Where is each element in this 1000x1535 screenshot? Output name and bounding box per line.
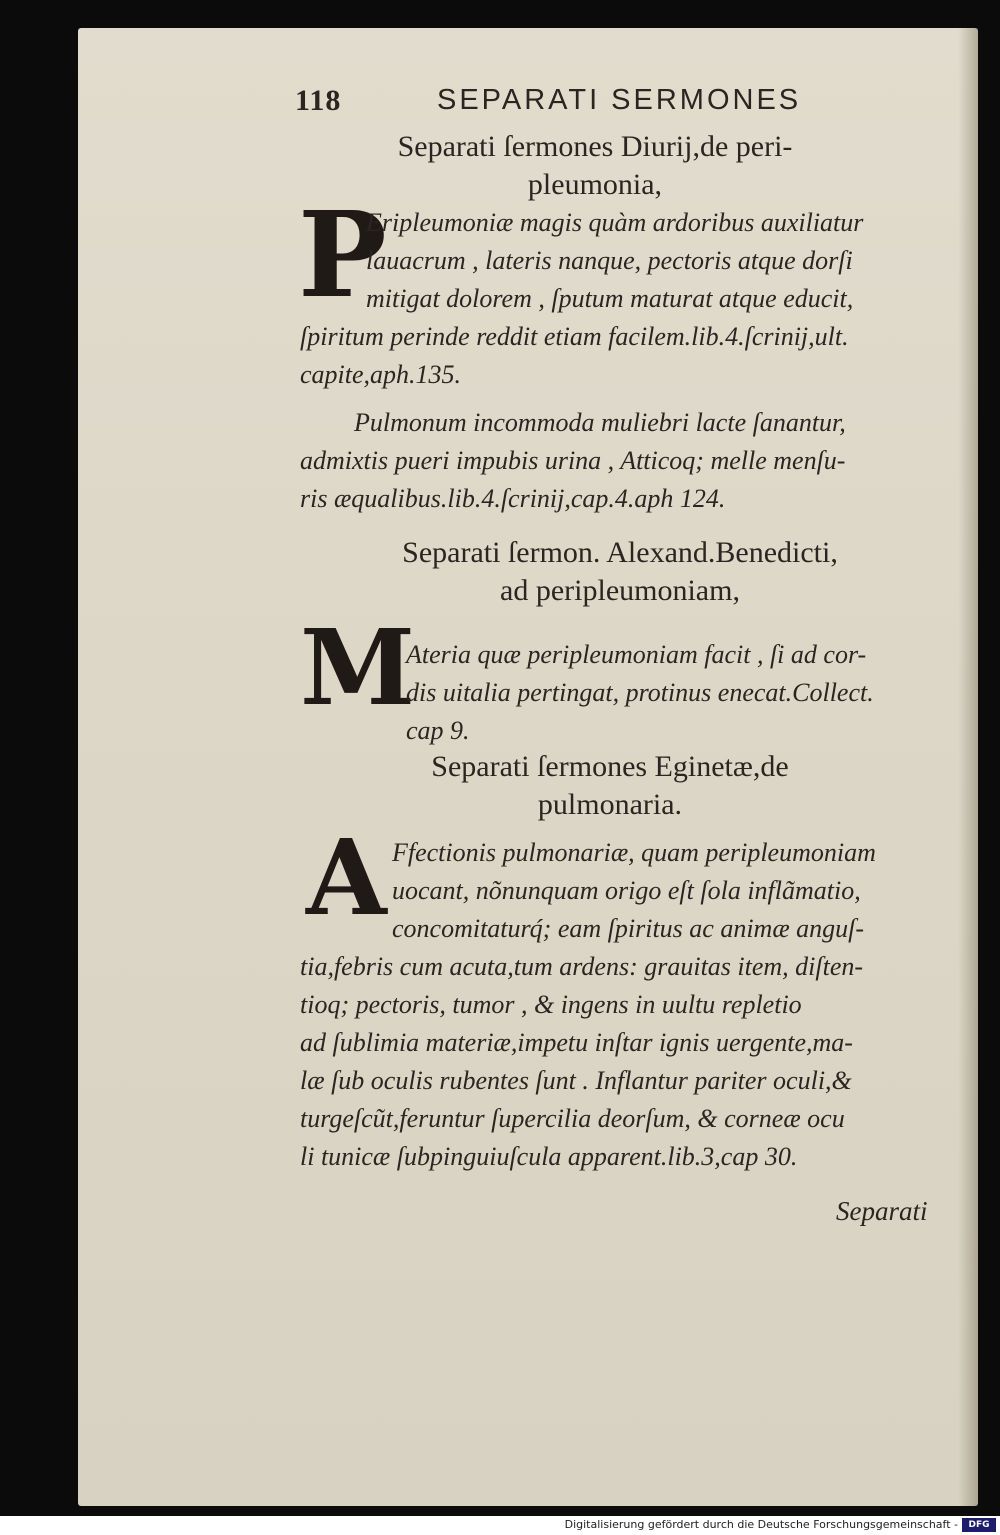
text-line: lauacrum , lateris nanque, pectoris atque dorſi [366, 246, 853, 275]
footer-credit: Digitalisierung gefördert durch die Deutsche Forschungsgemeinschaft - [564, 1518, 958, 1531]
paragraph-materia [300, 636, 950, 750]
running-title: SEPARATI SERMONES [437, 84, 802, 116]
catchword: Separati [836, 1196, 928, 1226]
dropcap-a: A [306, 816, 387, 939]
dfg-logo-icon: DFG [962, 1518, 996, 1532]
dropcap-p: P [298, 185, 387, 324]
paragraph-affectionis [300, 834, 950, 1176]
text-line: li tunicæ ſubpinguiuſcula apparent.lib.3,cap 30. [300, 1142, 798, 1171]
text-line: Eripleumoniæ magis quàm ardoribus auxiliatur [366, 208, 864, 237]
text-line: turgeſcũt,feruntur ſupercilia deorſum, & corneæ ocu [300, 1104, 845, 1133]
heading-line: pleumonia, [527, 168, 663, 201]
page-number: 118 [295, 84, 342, 117]
section-heading-eginetae [330, 748, 890, 824]
text-line: tia,febris cum acuta,tum ardens: grauitas item, diſten- [300, 952, 864, 981]
section-heading-benedicti [300, 534, 940, 610]
text-line: Pulmonum incommoda muliebri lacte ſanantur, [354, 408, 846, 437]
paragraph-pulmonum [300, 404, 950, 518]
heading-line: ad peripleumoniam, [500, 574, 740, 607]
text-line: ſpiritum perinde reddit etiam facilem.lib.4.ſcrinij,ult. [300, 322, 849, 351]
heading-line: Separati ſermon. Alexand.Benedicti, [402, 536, 838, 569]
footer-bar [0, 1516, 1000, 1535]
text-line: dis uitalia pertingat, protinus enecat.Collect. [406, 678, 874, 707]
text-line: Ffectionis pulmonariæ, quam peripleumoniam [392, 838, 876, 867]
heading-line: pulmonaria. [537, 788, 683, 821]
text-line: cap 9. [406, 716, 470, 745]
text-line: uocant, nõnunquam origo eſt ſola inflãmatio, [392, 876, 861, 905]
running-head [295, 84, 855, 124]
heading-line: Separati ſermones Eginetæ,de [431, 750, 789, 783]
section-heading-diurii [300, 128, 890, 204]
paragraph-peripleumonia [300, 204, 950, 394]
text-line: admixtis pueri impubis urina , Atticoq; melle menſu- [300, 446, 846, 475]
heading-line: Separati ſermones Diurij,de peri- [397, 130, 793, 163]
text-line: capite,aph.135. [300, 360, 462, 389]
text-line: ad ſublimia materiæ,impetu inſtar ignis uergente,ma- [300, 1028, 853, 1057]
text-line: ris æqualibus.lib.4.ſcrinij,cap.4.aph 124. [300, 484, 726, 513]
text-line: concomitaturq́; eam ſpiritus ac animæ anguſ- [392, 914, 865, 943]
text-line: læ ſub oculis rubentes ſunt . Inflantur pariter oculi,& [300, 1066, 852, 1095]
text-line: Ateria quæ peripleumoniam facit , ſi ad cor- [406, 640, 867, 669]
dropcap-m: M [300, 606, 416, 729]
text-line: mitigat dolorem , ſputum maturat atque educit, [366, 284, 854, 313]
page-edge-shadow [958, 28, 978, 1506]
text-line: tioq; pectoris, tumor , & ingens in uultu repletio [300, 990, 802, 1019]
